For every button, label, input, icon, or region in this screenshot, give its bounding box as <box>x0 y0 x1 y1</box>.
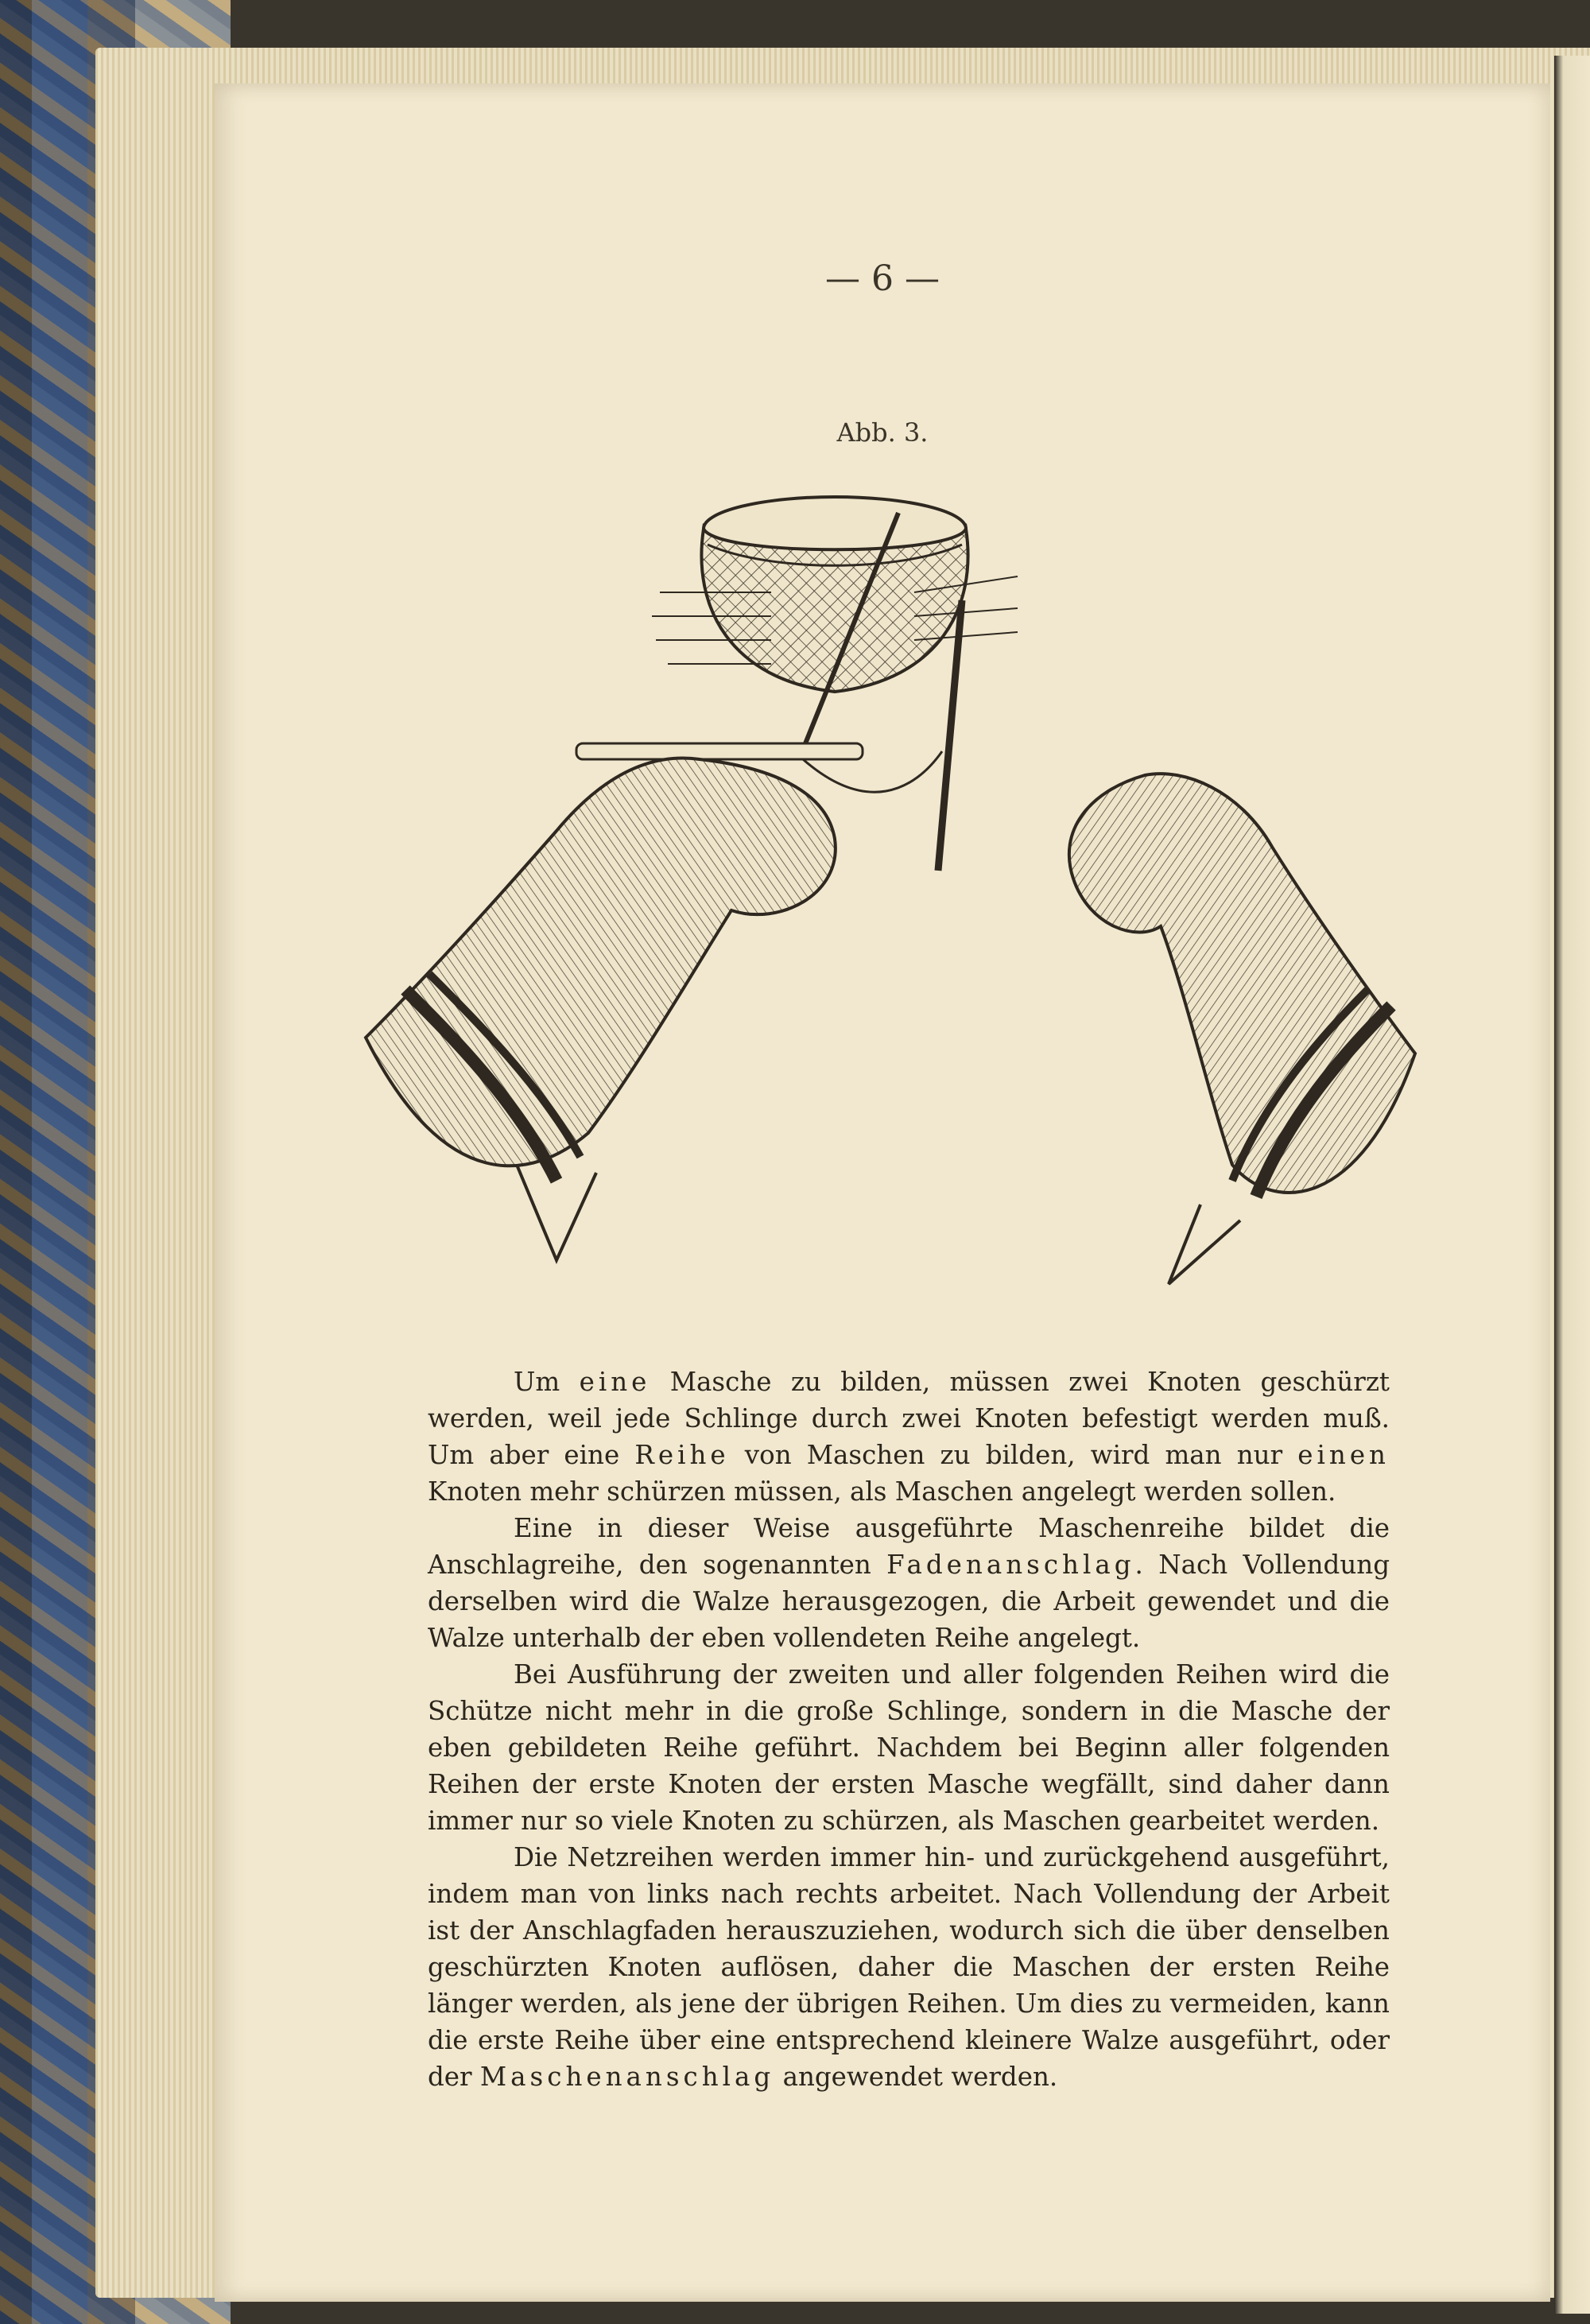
book-page <box>215 83 1550 2302</box>
emphasized-word: Reihe <box>634 1440 730 1470</box>
text-run: Die Netzreihen werden immer hin- und zurückgehend ausgeführt, indem man von links nach rechts arbeitet. Nach Vollendung der Arbeit ist der Anschlagfaden herauszuziehen, wodurch sich die über denselben geschürzten Knoten auflösen, daher die Maschen der ersten Reihe länger werden, als jene der übrigen Reihen. Um dies zu vermeiden, kann die erste Reihe über eine entsprechend kleinere Walze ausgeführt, oder der <box>428 1842 1390 2092</box>
paragraph-2 <box>428 1510 1390 1656</box>
text-run: Eine in dieser Weise ausgeführte Maschenreihe bildet die Anschlagreihe, den sogenannten <box>428 1513 1390 1580</box>
emphasized-word: Maschenanschlag <box>479 2062 775 2092</box>
text-run: angewendet werden. <box>774 2062 1058 2092</box>
paragraph-1 <box>428 1364 1390 1510</box>
text-run: Knoten mehr schürzen müssen, als Maschen angelegt werden sollen. <box>428 1476 1336 1507</box>
text-run: Masche zu bilden, müssen zwei Knoten geschürzt werden, weil jede Schlinge durch zwei Knoten befestigt werden muß. Um aber eine <box>428 1367 1390 1470</box>
body-text <box>428 1364 1390 2095</box>
netting-hands-illustration-icon <box>358 417 1439 1324</box>
page-number: — 6 — <box>825 258 940 299</box>
figure-caption: Abb. 3. <box>836 417 929 448</box>
text-run: . Nach Vollendung derselben wird die Walze herausgezogen, die Arbeit gewendet und die Walze unterhalb der eben vollendeten Reihe angelegt. <box>428 1550 1390 1653</box>
emphasized-word: einen <box>1297 1440 1390 1470</box>
paragraph-4 <box>428 1839 1390 2095</box>
text-run: Um <box>514 1367 580 1397</box>
facing-page-edge <box>1554 56 1590 2314</box>
emphasized-word: Fadenanschlag <box>886 1550 1135 1580</box>
paragraph-3: Bei Ausführung der zweiten und aller folgenden Reihen wird die Schütze nicht mehr in die große Schlinge, sondern in die Masche der eben gebildeten Reihe geführt. Nachdem bei Beginn aller folgenden Reihen der erste Knoten der ersten Masche wegfällt, sind daher dann immer nur so viele Knoten zu schürzen, als Maschen gearbeitet werden. <box>428 1659 1390 1836</box>
text-run: von Maschen zu bilden, wird man nur <box>729 1440 1298 1470</box>
emphasized-word: eine <box>579 1367 651 1397</box>
